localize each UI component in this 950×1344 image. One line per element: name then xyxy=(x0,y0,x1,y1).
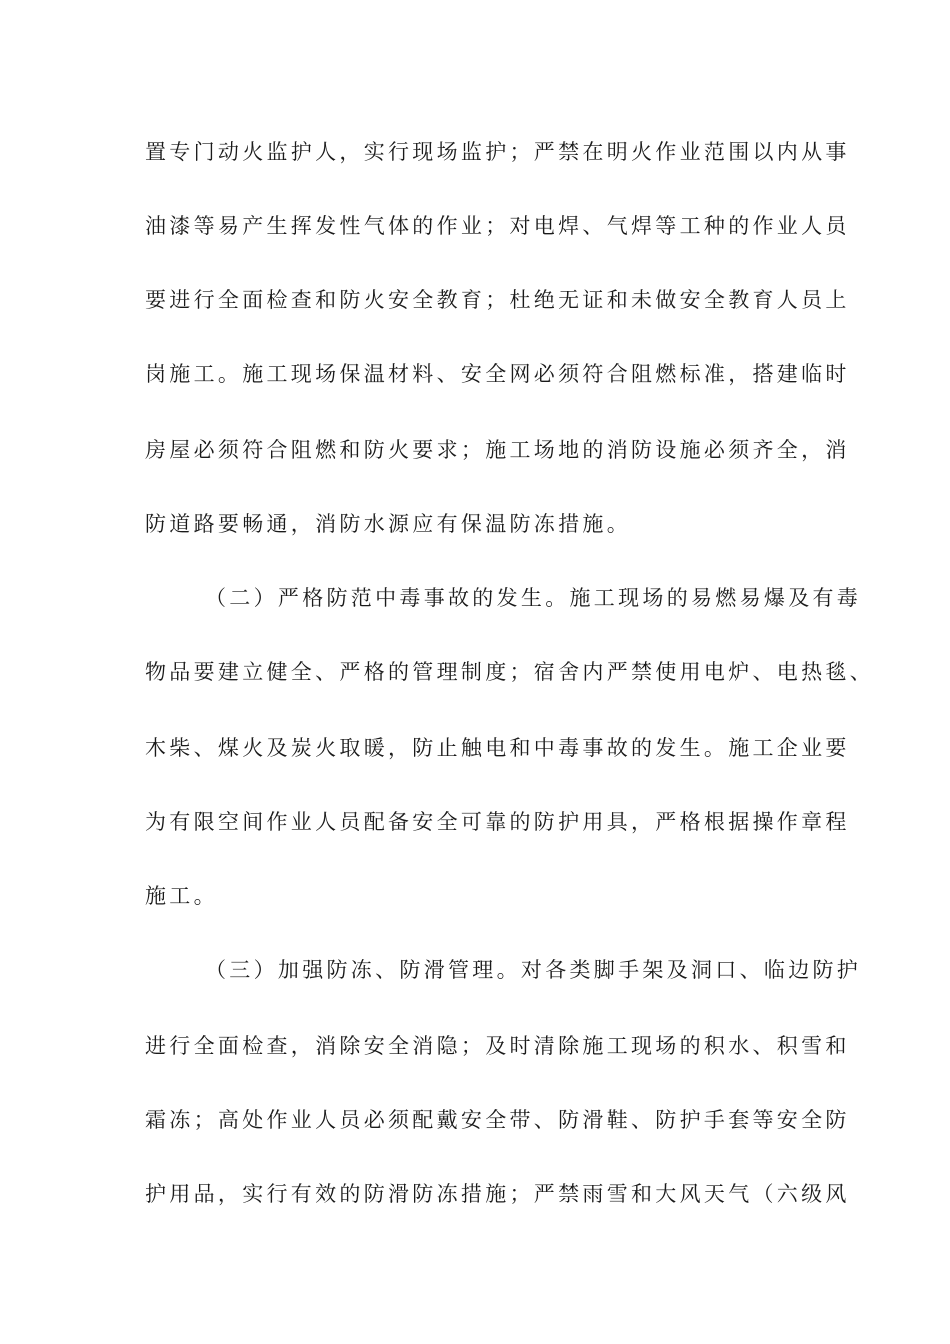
text-line: 岗施工。施工现场保温材料、安全网必须符合阻燃标准，搭建临时 xyxy=(145,362,850,386)
text-line: 进行全面检查，消除安全消隐；及时清除施工现场的积水、积雪和 xyxy=(145,1034,850,1058)
paragraph-heading-2: （二）严格防范中毒事故的发生。施工现场的易燃易爆及有毒 xyxy=(205,586,862,610)
text-line: 置专门动火监护人，实行现场监护；严禁在明火作业范围以内从事 xyxy=(145,140,850,164)
paragraph-heading-3: （三）加强防冻、防滑管理。对各类脚手架及洞口、临边防护 xyxy=(205,958,862,982)
text-line: 房屋必须符合阻燃和防火要求；施工场地的消防设施必须齐全，消 xyxy=(145,438,850,462)
text-line: 霜冻；高处作业人员必须配戴安全带、防滑鞋、防护手套等安全防 xyxy=(145,1108,850,1132)
text-line: 施工。 xyxy=(145,884,218,908)
text-line: 物品要建立健全、严格的管理制度；宿舍内严禁使用电炉、电热毯、 xyxy=(145,660,874,684)
text-line: 要进行全面检查和防火安全教育；杜绝无证和未做安全教育人员上 xyxy=(145,288,850,312)
text-line: 木柴、煤火及炭火取暖，防止触电和中毒事故的发生。施工企业要 xyxy=(145,736,850,760)
text-line: 油漆等易产生挥发性气体的作业；对电焊、气焊等工种的作业人员 xyxy=(145,214,850,238)
text-line: 为有限空间作业人员配备安全可靠的防护用具，严格根据操作章程 xyxy=(145,810,850,834)
text-line: 护用品，实行有效的防滑防冻措施；严禁雨雪和大风天气（六级风 xyxy=(145,1182,850,1206)
text-line: 防道路要畅通，消防水源应有保温防冻措施。 xyxy=(145,512,631,536)
